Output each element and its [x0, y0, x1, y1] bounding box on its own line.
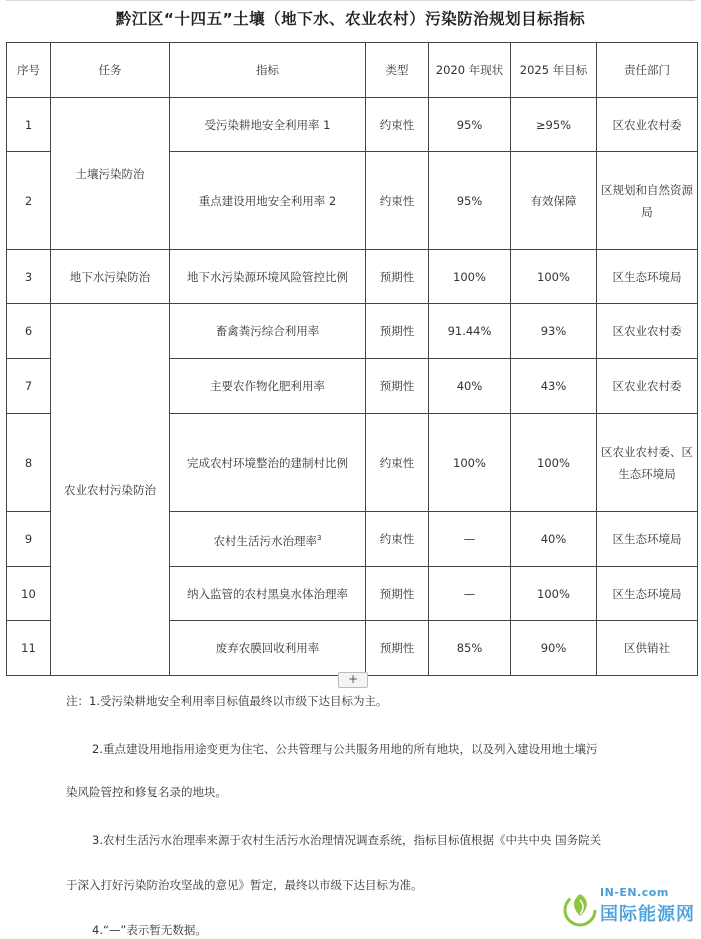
cell-no: 11: [7, 621, 51, 676]
cell-type: 预期性: [366, 359, 429, 414]
cell-dept: 区供销社: [597, 621, 698, 676]
cell-type: 约束性: [366, 414, 429, 512]
cell-2020: —: [429, 567, 511, 621]
cell-2020: 40%: [429, 359, 511, 414]
cell-2025: 100%: [511, 414, 597, 512]
cell-indicator: 畜禽粪污综合利用率: [170, 304, 366, 359]
header-task: 任务: [51, 43, 170, 98]
cell-indicator: 受污染耕地安全利用率 1: [170, 98, 366, 152]
leaf-logo-icon: [560, 886, 600, 930]
cell-indicator: 废弃农膜回收利用率: [170, 621, 366, 676]
cell-dept: 区生态环境局: [597, 250, 698, 304]
table-row: [7, 250, 698, 304]
cell-2020: 100%: [429, 414, 511, 512]
note-2-line-2: 染风险管控和修复名录的地块。: [66, 785, 227, 799]
cell-no: 10: [7, 567, 51, 621]
top-divider: [6, 0, 695, 1]
cell-no: 8: [7, 414, 51, 512]
cell-task-soil: 土壤污染防治: [51, 98, 170, 250]
cell-indicator: [170, 512, 366, 567]
expand-table-button[interactable]: +: [338, 672, 368, 688]
footnote-mark: 3: [317, 533, 322, 542]
cell-2025: ≥95%: [511, 98, 597, 152]
cell-2020: 95%: [429, 152, 511, 250]
cell-2025: 40%: [511, 512, 597, 567]
cell-dept: 区农业农村委: [597, 359, 698, 414]
header-no: 序号: [7, 43, 51, 98]
cell-indicator: 主要农作物化肥利用率: [170, 359, 366, 414]
cell-2025: 有效保障: [511, 152, 597, 250]
cell-2025: 100%: [511, 567, 597, 621]
cell-type: 约束性: [366, 98, 429, 152]
cell-indicator: 纳入监管的农村黑臭水体治理率: [170, 567, 366, 621]
note-1: 注：1.受污染耕地安全利用率目标值最终以市级下达目标为主。: [66, 694, 388, 708]
indicator-text: 农村生活污水治理率: [213, 533, 318, 548]
watermark-url: IN-EN.com: [600, 886, 669, 899]
cell-type: 预期性: [366, 567, 429, 621]
table-header-row: [7, 43, 698, 98]
cell-task-groundwater: 地下水污染防治: [51, 250, 170, 304]
page-title: 黔江区“十四五”土壤（地下水、农业农村）污染防治规划目标指标: [115, 10, 586, 28]
cell-2025: 90%: [511, 621, 597, 676]
cell-no: 9: [7, 512, 51, 567]
cell-no: 2: [7, 152, 51, 250]
cell-task-agri: 农业农村污染防治: [51, 304, 170, 676]
table-row: [7, 98, 698, 152]
cell-dept: 区生态环境局: [597, 567, 698, 621]
cell-type: 约束性: [366, 152, 429, 250]
cell-indicator: 地下水污染源环境风险管控比例: [170, 250, 366, 304]
cell-2025: 93%: [511, 304, 597, 359]
cell-2025: 43%: [511, 359, 597, 414]
header-type: 类型: [366, 43, 429, 98]
cell-2020: 91.44%: [429, 304, 511, 359]
header-2025: 2025 年目标: [511, 43, 597, 98]
header-dept: 责任部门: [597, 43, 698, 98]
cell-dept: 区农业农村委、区生态环境局: [597, 414, 698, 512]
note-4: 4.“—”表示暂无数据。: [92, 923, 207, 937]
cell-dept: 区农业农村委: [597, 98, 698, 152]
cell-indicator: 重点建设用地安全利用率 2: [170, 152, 366, 250]
cell-dept: 区规划和自然资源局: [597, 152, 698, 250]
cell-dept: 区农业农村委: [597, 304, 698, 359]
cell-no: 1: [7, 98, 51, 152]
cell-no: 7: [7, 359, 51, 414]
watermark-logo: [560, 882, 700, 938]
note-2-line-1: 2.重点建设用地指用途变更为住宅、公共管理与公共服务用地的所有地块，以及列入建设用地土壤污: [92, 742, 598, 756]
cell-2020: 85%: [429, 621, 511, 676]
cell-type: 预期性: [366, 250, 429, 304]
cell-type: 预期性: [366, 304, 429, 359]
cell-2020: 95%: [429, 98, 511, 152]
note-3-line-2: 于深入打好污染防治攻坚战的意见》暂定，最终以市级下达目标为准。: [66, 878, 423, 892]
cell-2020: —: [429, 512, 511, 567]
table-row: [7, 304, 698, 359]
header-2020: 2020 年现状: [429, 43, 511, 98]
note-3-line-1: 3.农村生活污水治理率来源于农村生活污水治理情况调查系统，指标目标值根据《中共中央 国务院关: [92, 833, 602, 847]
header-indicator: 指标: [170, 43, 366, 98]
cell-no: 3: [7, 250, 51, 304]
indicator-table: [6, 42, 698, 676]
cell-2025: 100%: [511, 250, 597, 304]
watermark-name: 国际能源网: [600, 904, 695, 925]
cell-no: 6: [7, 304, 51, 359]
cell-type: 约束性: [366, 512, 429, 567]
cell-indicator: 完成农村环境整治的建制村比例: [170, 414, 366, 512]
cell-2020: 100%: [429, 250, 511, 304]
cell-dept: 区生态环境局: [597, 512, 698, 567]
cell-type: 预期性: [366, 621, 429, 676]
